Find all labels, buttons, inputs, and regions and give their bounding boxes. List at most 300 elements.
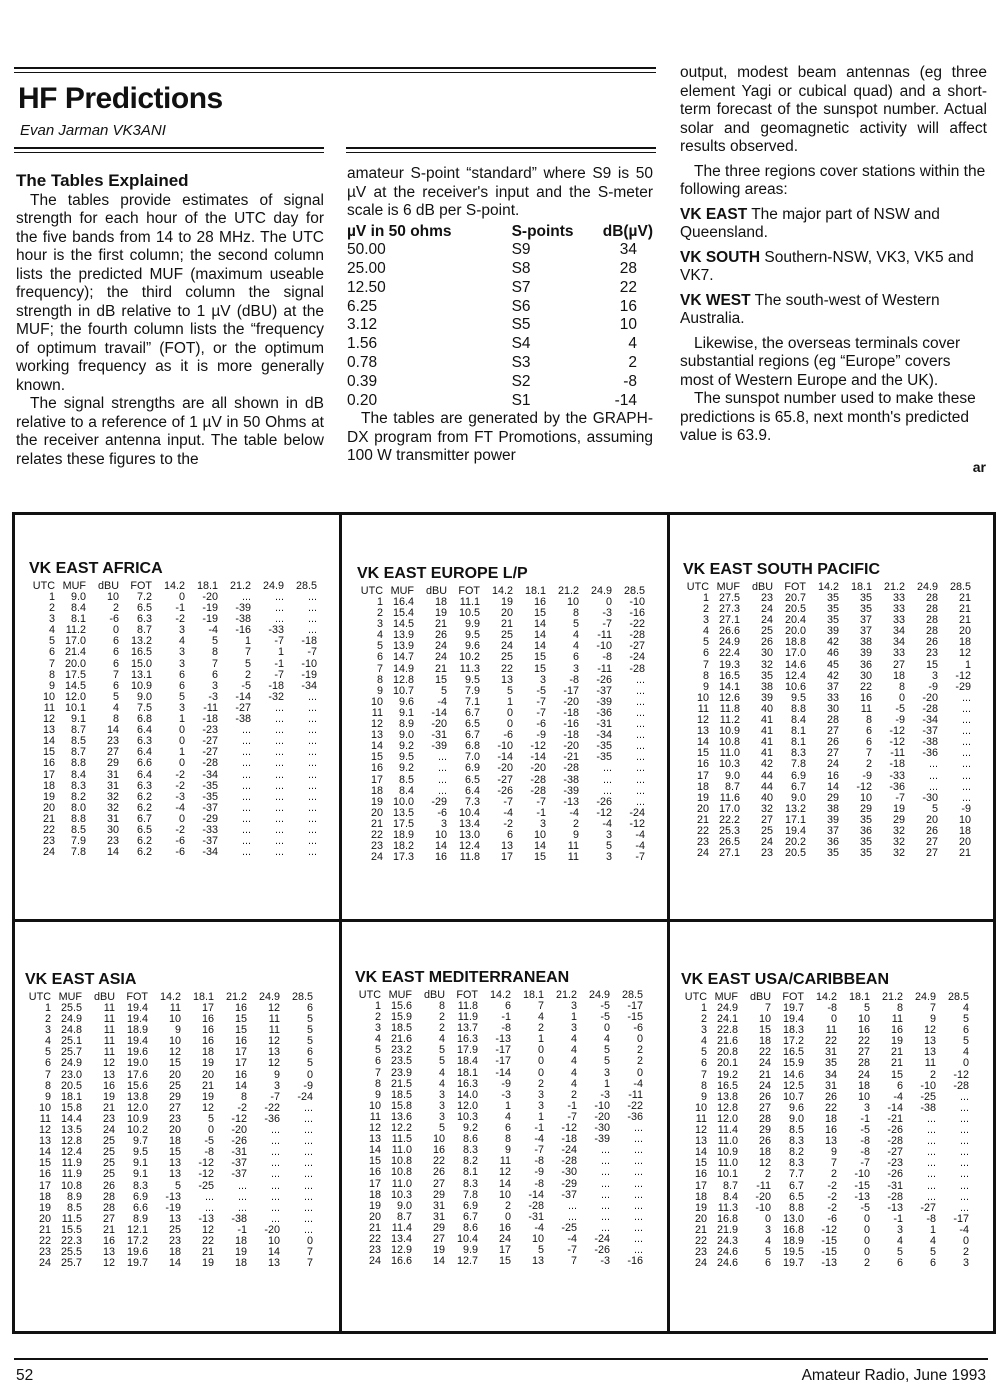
table-cell: 28 <box>758 1112 771 1125</box>
table-cell: 26 <box>102 1179 115 1192</box>
table-cell: 6.5 <box>136 602 152 615</box>
table-row <box>25 1058 316 1069</box>
table-cell: 12.7 <box>456 1255 478 1268</box>
table-cell: 27.1 <box>718 847 740 860</box>
table-cell: 15 <box>168 1146 181 1159</box>
table-cell: 11.9 <box>61 1157 82 1170</box>
table-cell: -7 <box>602 618 612 631</box>
table-cell: 6 <box>504 1000 511 1012</box>
table-cell: 7.0 <box>464 751 480 764</box>
table-cell: 44 <box>760 769 773 782</box>
table-cell: 9 <box>702 680 709 693</box>
table-cell: 3 <box>570 1000 577 1012</box>
table-cell: ... <box>304 1157 313 1170</box>
table-cell: 37 <box>826 680 839 693</box>
table-cell: 22 <box>432 1155 445 1168</box>
table-cell: -6 <box>633 1022 643 1035</box>
table-cell: 11.2 <box>65 624 86 637</box>
table-cell: 15 <box>368 1155 381 1168</box>
table-cell: ... <box>636 729 645 742</box>
table-cell: -26 <box>596 673 612 686</box>
table-cell: ... <box>927 1157 936 1170</box>
table-cell: -18 <box>563 729 579 742</box>
table-cell: 2 <box>830 1168 837 1181</box>
table-cell: 11.0 <box>391 1177 412 1190</box>
table-cell: ... <box>960 1157 969 1170</box>
table-cell: 18 <box>696 780 709 793</box>
table-cell: 14.7 <box>392 651 414 664</box>
table-cell: ... <box>960 1135 969 1148</box>
table-cell: ... <box>242 735 251 748</box>
table-cell: 16 <box>38 1168 51 1181</box>
table-cell: 18.9 <box>126 1024 148 1037</box>
region-south-label: VK SOUTH <box>680 248 761 266</box>
table-cell: 20 <box>696 802 709 815</box>
table-cell: 13.4 <box>390 1232 412 1245</box>
table-cell: 5 <box>174 1179 181 1192</box>
table-cell: ... <box>960 1179 969 1192</box>
table-cell: ... <box>636 795 645 808</box>
table-cell: 8.3 <box>70 779 86 792</box>
table-cell: ... <box>275 790 284 803</box>
table-cell: 28 <box>925 592 938 604</box>
table-row <box>681 1070 972 1081</box>
table-cell: 11 <box>103 1035 115 1048</box>
table-cell: 12.2 <box>390 1122 412 1135</box>
table-cell: 19.4 <box>126 1002 148 1014</box>
table-cell: ... <box>304 1135 313 1148</box>
table-cell: 38 <box>859 636 872 649</box>
column-header: dBU <box>97 580 119 592</box>
table-cell: 8 <box>865 714 872 727</box>
table-cell: 6 <box>112 657 119 670</box>
table-cell: ... <box>308 713 317 726</box>
table-cell: 11.9 <box>457 1011 478 1024</box>
table-cell: 4 <box>438 1033 445 1046</box>
table-cell: -27 <box>629 640 645 653</box>
table-cell: 14 <box>168 1257 181 1270</box>
table-cell: 10 <box>434 828 447 841</box>
table-cell: ... <box>634 1232 643 1245</box>
table-cell: 23 <box>694 1246 707 1259</box>
table-cell: 22 <box>201 1234 214 1247</box>
table-cell: 17 <box>38 1179 51 1192</box>
table-cell: -36 <box>889 780 905 793</box>
table-cell: ... <box>927 1190 936 1203</box>
table-cell: -15 <box>821 1234 837 1247</box>
table-cell: 8.3 <box>788 1157 804 1170</box>
table-cell: ... <box>271 1124 280 1137</box>
column-header: UTC <box>28 991 51 1003</box>
table-cell: 11 <box>103 1046 115 1059</box>
table-cell: -28 <box>629 629 645 642</box>
table-cell: 15.8 <box>390 1099 412 1112</box>
table-cell: 10.8 <box>390 1155 412 1168</box>
table-cell: -16 <box>629 607 645 620</box>
table-cell: 21 <box>434 662 447 675</box>
table-cell: 14 <box>106 724 119 737</box>
table-cell: -4 <box>569 806 579 819</box>
table-cell: 7 <box>306 1257 313 1270</box>
table-cell: 21 <box>958 847 971 860</box>
table-cell: ... <box>962 725 971 738</box>
table-cell: 3 <box>962 1257 969 1270</box>
table-cell: 22 <box>696 824 709 837</box>
table-cell: -12 <box>955 669 971 682</box>
prediction-table <box>683 582 974 859</box>
table-cell: 12 <box>923 1024 936 1037</box>
table-cell: 9.1 <box>132 1157 148 1170</box>
table-cell: -4 <box>503 806 513 819</box>
table-cell: -4 <box>534 1133 544 1146</box>
panel-title: VK EAST MEDITERRANEAN <box>355 969 570 986</box>
table-cell: 19.6 <box>126 1246 148 1259</box>
table-cell: 6.5 <box>788 1190 804 1203</box>
table-cell: 15 <box>234 1013 247 1026</box>
table-cell: -20 <box>594 1110 610 1123</box>
column-header: 18.1 <box>522 989 544 1001</box>
table-cell: 5 <box>603 1055 610 1068</box>
table-cell: 8.3 <box>462 1177 478 1190</box>
table-cell: 1 <box>506 695 513 708</box>
table-cell: 8 <box>504 1133 511 1146</box>
table-cell: 0 <box>306 1068 313 1081</box>
table-cell: ... <box>960 1146 969 1159</box>
spoint-db: 34 <box>619 241 637 259</box>
table-cell: 31 <box>106 779 119 792</box>
table-cell: 5 <box>306 1024 313 1037</box>
table-cell: 42 <box>760 758 773 771</box>
table-cell: 12 <box>168 1046 181 1059</box>
table-cell: 2 <box>700 1013 707 1026</box>
table-cell: 13.0 <box>458 828 480 841</box>
table-cell: 2 <box>438 1011 445 1024</box>
table-cell: -7 <box>274 668 284 681</box>
table-cell: 6 <box>211 668 218 681</box>
table-cell: -4 <box>437 695 447 708</box>
spoint-uv: 25.00 <box>347 260 386 278</box>
column-header: 24.9 <box>258 991 280 1003</box>
table-cell: -35 <box>202 790 218 803</box>
column-header: 28.5 <box>947 991 969 1003</box>
table-cell: 0 <box>537 1066 544 1079</box>
table-cell: 15 <box>38 1157 51 1170</box>
table-cell: 24 <box>42 846 55 859</box>
table-cell: 6.6 <box>132 1201 148 1214</box>
table-cell: 19 <box>201 1257 214 1270</box>
table-cell: 0 <box>207 1124 214 1137</box>
table-cell: 17.0 <box>718 802 740 815</box>
table-cell: ... <box>636 706 645 719</box>
column-header: 21.2 <box>883 581 905 593</box>
table-cell: -39 <box>563 784 579 797</box>
table-cell: 10 <box>368 1099 381 1112</box>
table-cell: -18 <box>561 1133 577 1146</box>
table-cell: 25 <box>500 651 513 664</box>
table-cell: ... <box>308 823 317 836</box>
table-cell: 11.1 <box>459 596 480 608</box>
table-cell: 9.0 <box>70 591 86 603</box>
spoint-table-header <box>347 223 653 242</box>
table-row <box>29 847 320 858</box>
table-cell: 13 <box>923 1035 936 1048</box>
table-cell: 18.1 <box>456 1066 478 1079</box>
table-cell: 6 <box>504 1122 511 1135</box>
table-cell: -19 <box>202 613 218 626</box>
table-cell: -14 <box>528 1188 544 1201</box>
column-header: dBU <box>423 989 445 1001</box>
table-cell: ... <box>568 1199 577 1212</box>
table-cell: -12 <box>561 1122 577 1135</box>
table-cell: 10 <box>106 591 119 603</box>
table-cell: -12 <box>596 806 612 819</box>
mid-rule-center <box>346 147 656 149</box>
table-cell: 9 <box>44 1090 51 1103</box>
table-cell: 0 <box>537 1044 544 1057</box>
table-cell: 20.5 <box>784 603 806 616</box>
table-cell: 7 <box>702 658 709 671</box>
table-cell: ... <box>238 1190 247 1203</box>
table-cell: 22 <box>758 1046 771 1059</box>
table-cell: ... <box>275 835 284 848</box>
table-cell: 14.5 <box>392 618 414 631</box>
table-cell: -37 <box>202 835 218 848</box>
table-cell: 8.8 <box>790 702 806 715</box>
table-cell: 5 <box>48 635 55 648</box>
table-cell: 19 <box>234 1246 247 1259</box>
table-cell: 21 <box>42 812 55 825</box>
table-cell: -37 <box>231 1168 247 1181</box>
table-cell: 26 <box>824 1090 837 1103</box>
table-cell: 2 <box>702 603 709 616</box>
table-cell: -31 <box>596 718 612 731</box>
table-cell: 11 <box>268 1024 280 1037</box>
table-cell: -17 <box>953 1212 969 1225</box>
table-cell: 12 <box>370 718 383 731</box>
table-row <box>683 771 974 782</box>
spoint-level: S7 <box>511 278 531 296</box>
table-row <box>357 775 648 786</box>
table-cell: ... <box>962 691 971 704</box>
table-cell: 15 <box>758 1024 771 1037</box>
table-cell: 17 <box>500 851 513 864</box>
table-cell: 6 <box>572 651 579 664</box>
table-cell: 45 <box>826 658 839 671</box>
table-cell: 36 <box>859 824 872 837</box>
table-cell: 5 <box>605 840 612 853</box>
table-cell: 23 <box>106 735 119 748</box>
prediction-grid <box>12 512 996 1334</box>
table-cell: ... <box>960 1190 969 1203</box>
table-cell: 12.6 <box>718 691 740 704</box>
column-header: FOT <box>458 585 480 597</box>
table-cell: 6 <box>865 725 872 738</box>
table-cell: ... <box>960 1168 969 1181</box>
table-cell: 4 <box>44 1035 51 1048</box>
table-cell: 10 <box>859 791 872 804</box>
column-header: 28.5 <box>291 991 313 1003</box>
table-cell: 11.8 <box>457 1000 478 1012</box>
table-cell: 9.0 <box>790 791 806 804</box>
table-cell: 33 <box>892 592 905 604</box>
table-cell: 16 <box>826 769 839 782</box>
table-cell: 26 <box>758 1090 771 1103</box>
spoint-header-spoints: S-points <box>511 222 574 240</box>
top-rule-left-2 <box>14 72 656 73</box>
table-cell: -9 <box>895 714 905 727</box>
table-cell: 16 <box>234 1068 247 1081</box>
table-cell: 0 <box>178 591 185 603</box>
table-cell: 17.1 <box>784 813 806 826</box>
table-cell: 3 <box>438 1088 445 1101</box>
table-cell: 21.9 <box>716 1223 738 1236</box>
table-cell: ... <box>927 1124 936 1137</box>
table-cell: -15 <box>627 1011 643 1024</box>
table-cell: 9.0 <box>724 769 740 782</box>
table-cell: 20 <box>370 806 383 819</box>
table-cell: 17.2 <box>126 1234 148 1247</box>
table-cell: ... <box>308 724 317 737</box>
table-cell: 17.2 <box>782 1035 804 1048</box>
table-cell: 19 <box>434 607 447 620</box>
table-cell: ... <box>308 768 317 781</box>
table-cell: 4 <box>962 1002 969 1014</box>
column-header: UTC <box>360 585 383 597</box>
table-cell: -38 <box>920 1101 936 1114</box>
table-cell: 10 <box>432 1133 445 1146</box>
table-cell: 22.2 <box>718 813 740 826</box>
prediction-table <box>355 990 646 1267</box>
table-cell: 3 <box>438 1110 445 1123</box>
table-cell: -36 <box>596 706 612 719</box>
table-cell: -7 <box>895 791 905 804</box>
table-cell: -6 <box>536 718 546 731</box>
table-cell: 10.8 <box>390 1166 412 1179</box>
table-cell: 9.6 <box>788 1101 804 1114</box>
table-cell: 11 <box>268 1013 280 1026</box>
table-cell: -11 <box>890 747 905 760</box>
table-cell: 11 <box>369 1110 381 1123</box>
table-cell: 4 <box>570 1044 577 1057</box>
table-cell: -38 <box>235 713 251 726</box>
table-cell: 15 <box>434 673 447 686</box>
paragraph-intro: The tables provide estimates of signal strength for each hour of the UTC day for the five bands from 14 to 28 MHz. The UTC hour is the first column; the second column lists the predicted MUF (maximum useable frequency); the third column the signal strength in dB relative to 1 µV (dBU) at the MUF; the fourth column lists the “frequency of optimum travail” (FOT), or the optimum working frequency as it is more generally known. <box>16 191 324 394</box>
table-cell: 0 <box>830 1013 837 1026</box>
table-cell: 24.9 <box>716 1002 738 1014</box>
table-cell: 18 <box>42 779 55 792</box>
paragraph-sunspot: The sunspot number used to make these predictions is 65.8, next month's predicted value is 63.9. <box>680 390 976 444</box>
table-cell: 12.9 <box>390 1244 412 1257</box>
table-cell: 2 <box>636 1055 643 1068</box>
prediction-panel <box>683 561 1000 859</box>
table-cell: -8 <box>501 1022 511 1035</box>
table-cell: 5 <box>572 618 579 631</box>
spoint-uv: 0.20 <box>347 391 378 409</box>
table-cell: 23.9 <box>390 1066 412 1079</box>
table-cell: -15 <box>854 1179 870 1192</box>
panel-title: VK EAST ASIA <box>25 971 137 988</box>
table-cell: 19.7 <box>126 1257 148 1270</box>
table-cell: ... <box>960 1124 969 1137</box>
table-cell: 6.9 <box>132 1190 148 1203</box>
table-cell: ... <box>634 1155 643 1168</box>
table-cell: ... <box>242 746 251 759</box>
table-cell: ... <box>960 1112 969 1125</box>
table-cell: 39 <box>760 691 773 704</box>
table-cell: 0 <box>178 735 185 748</box>
table-cell: 20 <box>368 1210 381 1223</box>
prediction-panel <box>25 971 343 1269</box>
table-cell: 24 <box>370 851 383 864</box>
table-cell: 18 <box>857 1079 870 1092</box>
table-cell: 24 <box>500 640 513 653</box>
table-cell: 16 <box>201 1035 214 1048</box>
table-cell: 9.5 <box>464 673 480 686</box>
table-cell: 10.9 <box>716 1146 738 1159</box>
table-cell: 14 <box>42 735 55 748</box>
table-cell: 25 <box>168 1223 181 1236</box>
table-cell: 24 <box>694 1257 707 1270</box>
table-cell: 14 <box>696 736 709 749</box>
table-cell: 13.9 <box>392 640 414 653</box>
table-cell: 0 <box>506 718 513 731</box>
table-cell: 31 <box>432 1210 445 1223</box>
table-cell: 21 <box>38 1223 51 1236</box>
table-cell: 36 <box>859 658 872 671</box>
table-cell: ... <box>308 602 317 615</box>
table-cell: -4 <box>633 1077 643 1090</box>
table-cell: -2 <box>237 1101 247 1114</box>
table-cell: 19 <box>890 1035 903 1048</box>
table-cell: 21 <box>434 618 447 631</box>
table-cell: 30 <box>859 669 872 682</box>
table-cell: 0 <box>178 757 185 770</box>
table-cell: -23 <box>202 724 218 737</box>
section-heading: The Tables Explained <box>16 171 189 190</box>
table-cell: 13 <box>267 1257 280 1270</box>
table-cell: 7 <box>376 662 383 675</box>
table-cell: 33 <box>892 614 905 627</box>
table-cell: 26 <box>760 636 773 649</box>
table-cell: -28 <box>922 702 938 715</box>
table-row <box>357 664 648 675</box>
table-cell: ... <box>634 1177 643 1190</box>
table-cell: 24 <box>760 603 773 616</box>
table-cell: 34 <box>892 625 905 638</box>
table-cell: -18 <box>889 758 905 771</box>
spoint-row <box>347 298 653 317</box>
table-cell: -6 <box>109 613 119 626</box>
table-cell: ... <box>929 780 938 793</box>
table-cell: -12 <box>821 1223 837 1236</box>
table-cell: 0 <box>178 812 185 825</box>
table-cell: 30 <box>826 702 839 715</box>
table-cell: ... <box>275 602 284 615</box>
spoint-row <box>347 373 653 392</box>
table-cell: -11 <box>203 701 218 714</box>
table-cell: ... <box>962 714 971 727</box>
table-cell: 17.5 <box>64 668 86 681</box>
table-row <box>355 1068 646 1079</box>
table-cell: -27 <box>202 746 218 759</box>
table-cell: 13.2 <box>784 802 806 815</box>
table-cell: -39 <box>596 695 612 708</box>
table-cell: 3 <box>178 657 185 670</box>
table-cell: 28 <box>102 1190 115 1203</box>
table-cell: 31 <box>106 812 119 825</box>
table-cell: ... <box>275 701 284 714</box>
table-cell: 5 <box>438 1044 445 1057</box>
